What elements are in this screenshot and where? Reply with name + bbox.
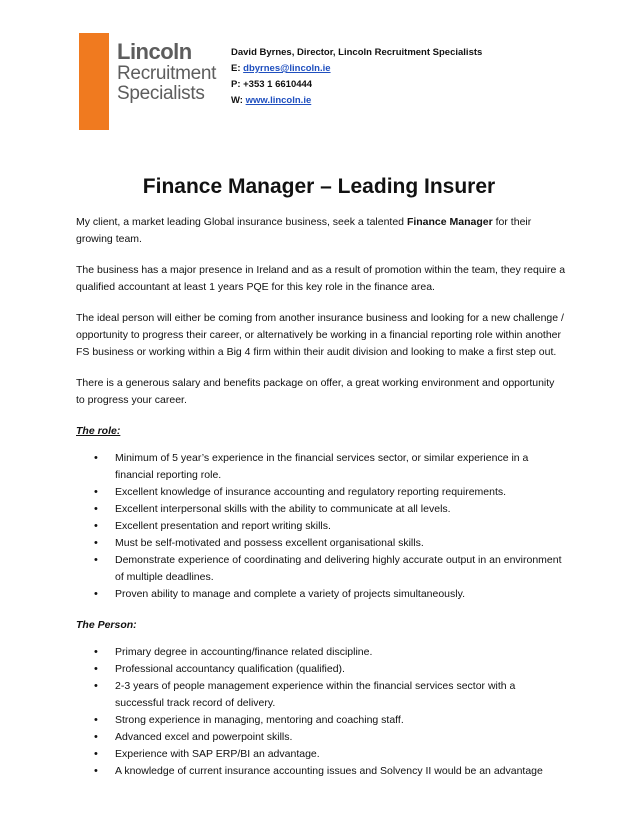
logo-wordmark — [117, 41, 216, 103]
list-item-text: Experience with SAP ERP/BI an advantage. — [115, 748, 320, 760]
person-heading: The Person: — [76, 619, 137, 631]
document-body — [76, 214, 566, 794]
list-item-text: Excellent knowledge of insurance accounting and regulatory reporting requirements. — [115, 486, 507, 498]
bullet-icon: • — [94, 663, 98, 675]
bullet-icon: • — [94, 588, 98, 600]
list-item — [76, 746, 566, 763]
list-item-text: Advanced excel and powerpoint skills. — [115, 731, 293, 743]
list-item — [76, 712, 566, 729]
role-heading: The role: — [76, 425, 121, 437]
list-item-text: 2-3 years of people management experience within the financial services sector with a successful track record of delivery. — [115, 680, 516, 709]
list-item — [76, 501, 566, 518]
list-item — [76, 729, 566, 746]
bullet-icon: • — [94, 452, 98, 464]
list-item — [76, 450, 566, 484]
list-item — [76, 678, 566, 712]
contact-web-line — [231, 93, 482, 109]
logo-orange-bar — [79, 33, 109, 130]
web-prefix: W: — [231, 95, 246, 106]
list-item-text: A knowledge of current insurance accounting issues and Solvency II would be an advantage — [115, 765, 543, 777]
job-title-emphasis: Finance Manager — [406, 216, 493, 228]
list-item-text: Excellent interpersonal skills with the ability to communicate at all levels. — [115, 503, 451, 515]
list-item — [76, 644, 566, 661]
list-item — [76, 535, 566, 552]
contact-email-line — [231, 61, 482, 77]
website-link[interactable]: www.lincoln.ie — [245, 95, 312, 106]
company-logo — [79, 33, 217, 130]
bullet-icon: • — [94, 731, 98, 743]
bullet-icon: • — [94, 503, 98, 515]
list-item-text: Primary degree in accounting/finance related discipline. — [115, 646, 373, 658]
intro-paragraph-4: There is a generous salary and benefits package on offer, a great working environment and opportunity to progress your career. — [76, 377, 555, 406]
person-list — [76, 644, 566, 780]
bullet-icon: • — [94, 748, 98, 760]
logo-line-3: Specialists — [117, 83, 205, 104]
bullet-icon: • — [94, 537, 98, 549]
email-prefix: E: — [231, 63, 244, 74]
intro-paragraph-1 — [76, 214, 566, 248]
logo-line-2: Recruitment — [117, 63, 217, 84]
list-item — [76, 518, 566, 535]
bullet-icon: • — [94, 765, 98, 777]
intro-paragraph-3: The ideal person will either be coming from another insurance business and looking for a new challenge / opportunity to progress their career, or alternatively be working in a financial reporting role within another FS business or working within a Big 4 firm within their audit division and looking to make a first step out. — [76, 312, 564, 358]
list-item-text: Demonstrate experience of coordinating and delivering highly accurate output in an environment of multiple deadlines. — [115, 554, 562, 583]
list-item-text: Excellent presentation and report writing skills. — [115, 520, 331, 532]
bullet-icon: • — [94, 714, 98, 726]
contact-name-line: David Byrnes, Director, Lincoln Recruitment Specialists — [231, 47, 483, 58]
list-item-text: Proven ability to manage and complete a variety of projects simultaneously. — [115, 588, 465, 600]
intro-p1-before: My client, a market leading Global insurance business, seek a talented — [76, 216, 407, 228]
list-item-text: Strong experience in managing, mentoring and coaching staff. — [115, 714, 404, 726]
role-list — [76, 450, 566, 603]
bullet-icon: • — [94, 646, 98, 658]
list-item — [76, 484, 566, 501]
bullet-icon: • — [94, 554, 98, 566]
email-link[interactable]: dbyrnes@lincoln.ie — [243, 63, 331, 74]
list-item-text: Must be self-motivated and possess excellent organisational skills. — [115, 537, 424, 549]
list-item-text: Professional accountancy qualification (qualified). — [115, 663, 345, 675]
bullet-icon: • — [94, 680, 98, 692]
bullet-icon: • — [94, 520, 98, 532]
page-title: Finance Manager – Leading Insurer — [142, 175, 496, 198]
intro-p1-after: for their growing team. — [76, 216, 532, 245]
contact-block — [231, 45, 482, 109]
list-item — [76, 586, 566, 603]
contact-phone-line: P: +353 1 6610444 — [231, 79, 313, 90]
list-item — [76, 661, 566, 678]
list-item — [76, 552, 566, 586]
bullet-icon: • — [94, 486, 98, 498]
intro-paragraph-2: The business has a major presence in Ireland and as a result of promotion within the team, they require a qualified accountant at least 1 years PQE for this key role in the finance area. — [76, 264, 566, 293]
list-item — [76, 763, 566, 780]
list-item-text: Minimum of 5 year’s experience in the financial services sector, or similar experience in a financial reporting role. — [115, 452, 529, 481]
logo-line-1: Lincoln — [117, 39, 192, 64]
